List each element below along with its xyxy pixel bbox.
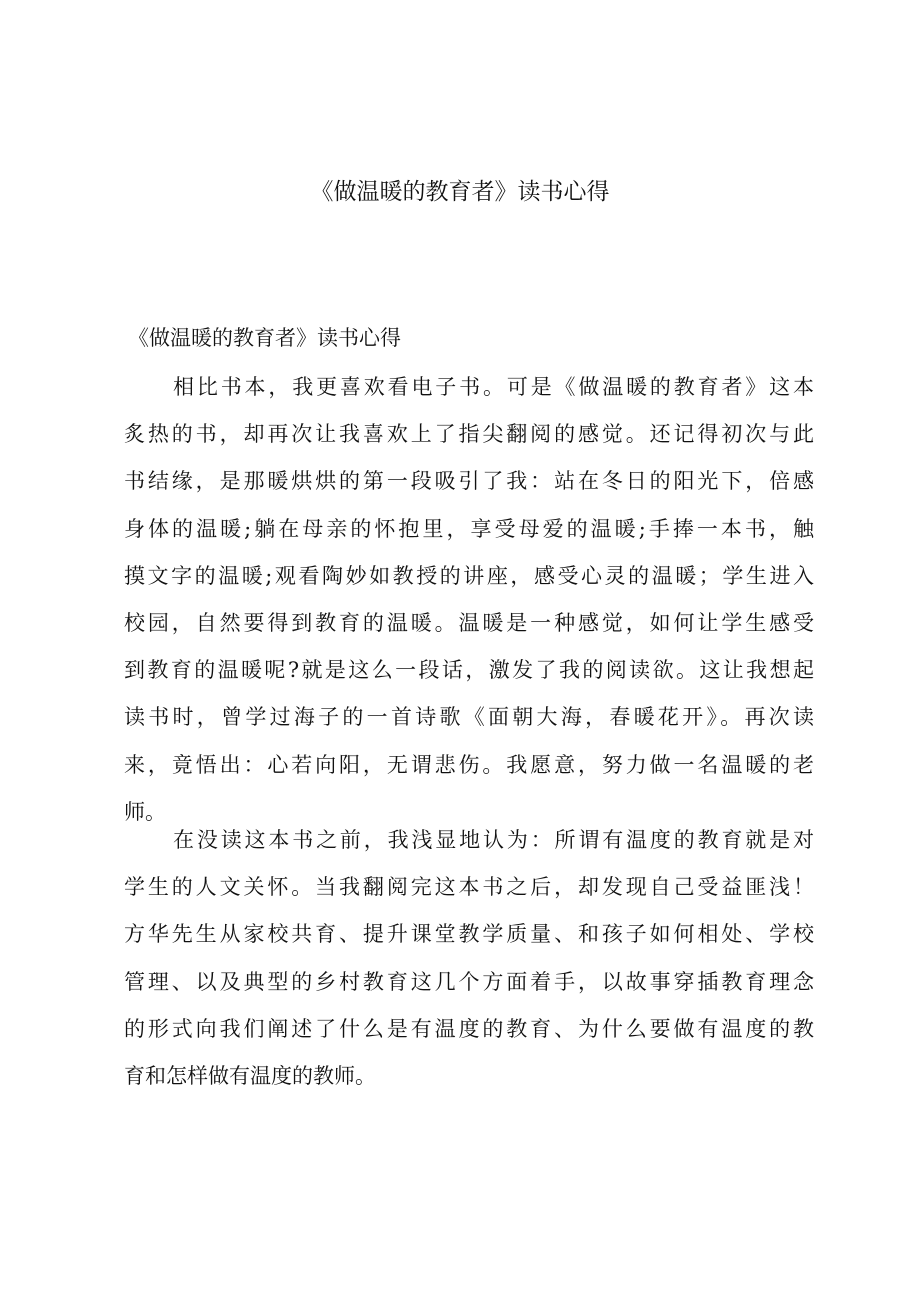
paragraph-line: 方华先生从家校共育、提升课堂教学质量、和孩子如何相处、学校 [124,922,814,947]
paragraph-line: 师。 [124,799,166,824]
paragraph-line: 读书时，曾学过海子的一首诗歌《面朝大海，春暖花开》。再次读 [124,705,814,730]
article-heading: 《做温暖的教育者》读书心得 [128,326,401,350]
paragraph-1 [124,364,814,836]
paragraph-line: 书结缘，是那暖烘烘的第一段吸引了我：站在冬日的阳光下，倍感 [124,469,814,494]
paragraph-line: 身体的温暖;躺在母亲的怀抱里，享受母爱的温暖;手捧一本书，触 [124,516,814,541]
paragraph-line: 到教育的温暖呢?就是这么一段话，激发了我的阅读欲。这让我想起 [124,658,814,683]
paragraph-line: 的形式向我们阐述了什么是有温度的教育、为什么要做有温度的教 [124,1016,814,1041]
paragraph-line: 学生的人文关怀。当我翻阅完这本书之后，却发现自己受益匪浅！ [124,875,814,900]
paragraph-line: 校园，自然要得到教育的温暖。温暖是一种感觉，如何让学生感受 [124,610,814,635]
paragraph-line: 摸文字的温暖;观看陶妙如教授的讲座，感受心灵的温暖；学生进入 [124,563,814,588]
paragraph-line: 育和怎样做有温度的教师。 [124,1063,376,1088]
paragraph-line: 在没读这本书之前，我浅显地认为：所谓有温度的教育就是对 [173,828,814,852]
paragraph-line: 来，竟悟出：心若向阳，无谓悲伤。我愿意，努力做一名温暖的老 [124,752,814,777]
paragraph-line: 管理、以及典型的乡村教育这几个方面着手，以故事穿插教育理念 [124,969,814,994]
paragraph-line: 相比书本，我更喜欢看电子书。可是《做温暖的教育者》这本 [173,375,814,399]
paragraph-line: 炙热的书，却再次让我喜欢上了指尖翻阅的感觉。还记得初次与此 [124,422,814,447]
paragraph-2 [124,817,814,1100]
page-title: 《做温暖的教育者》读书心得 [310,179,610,205]
